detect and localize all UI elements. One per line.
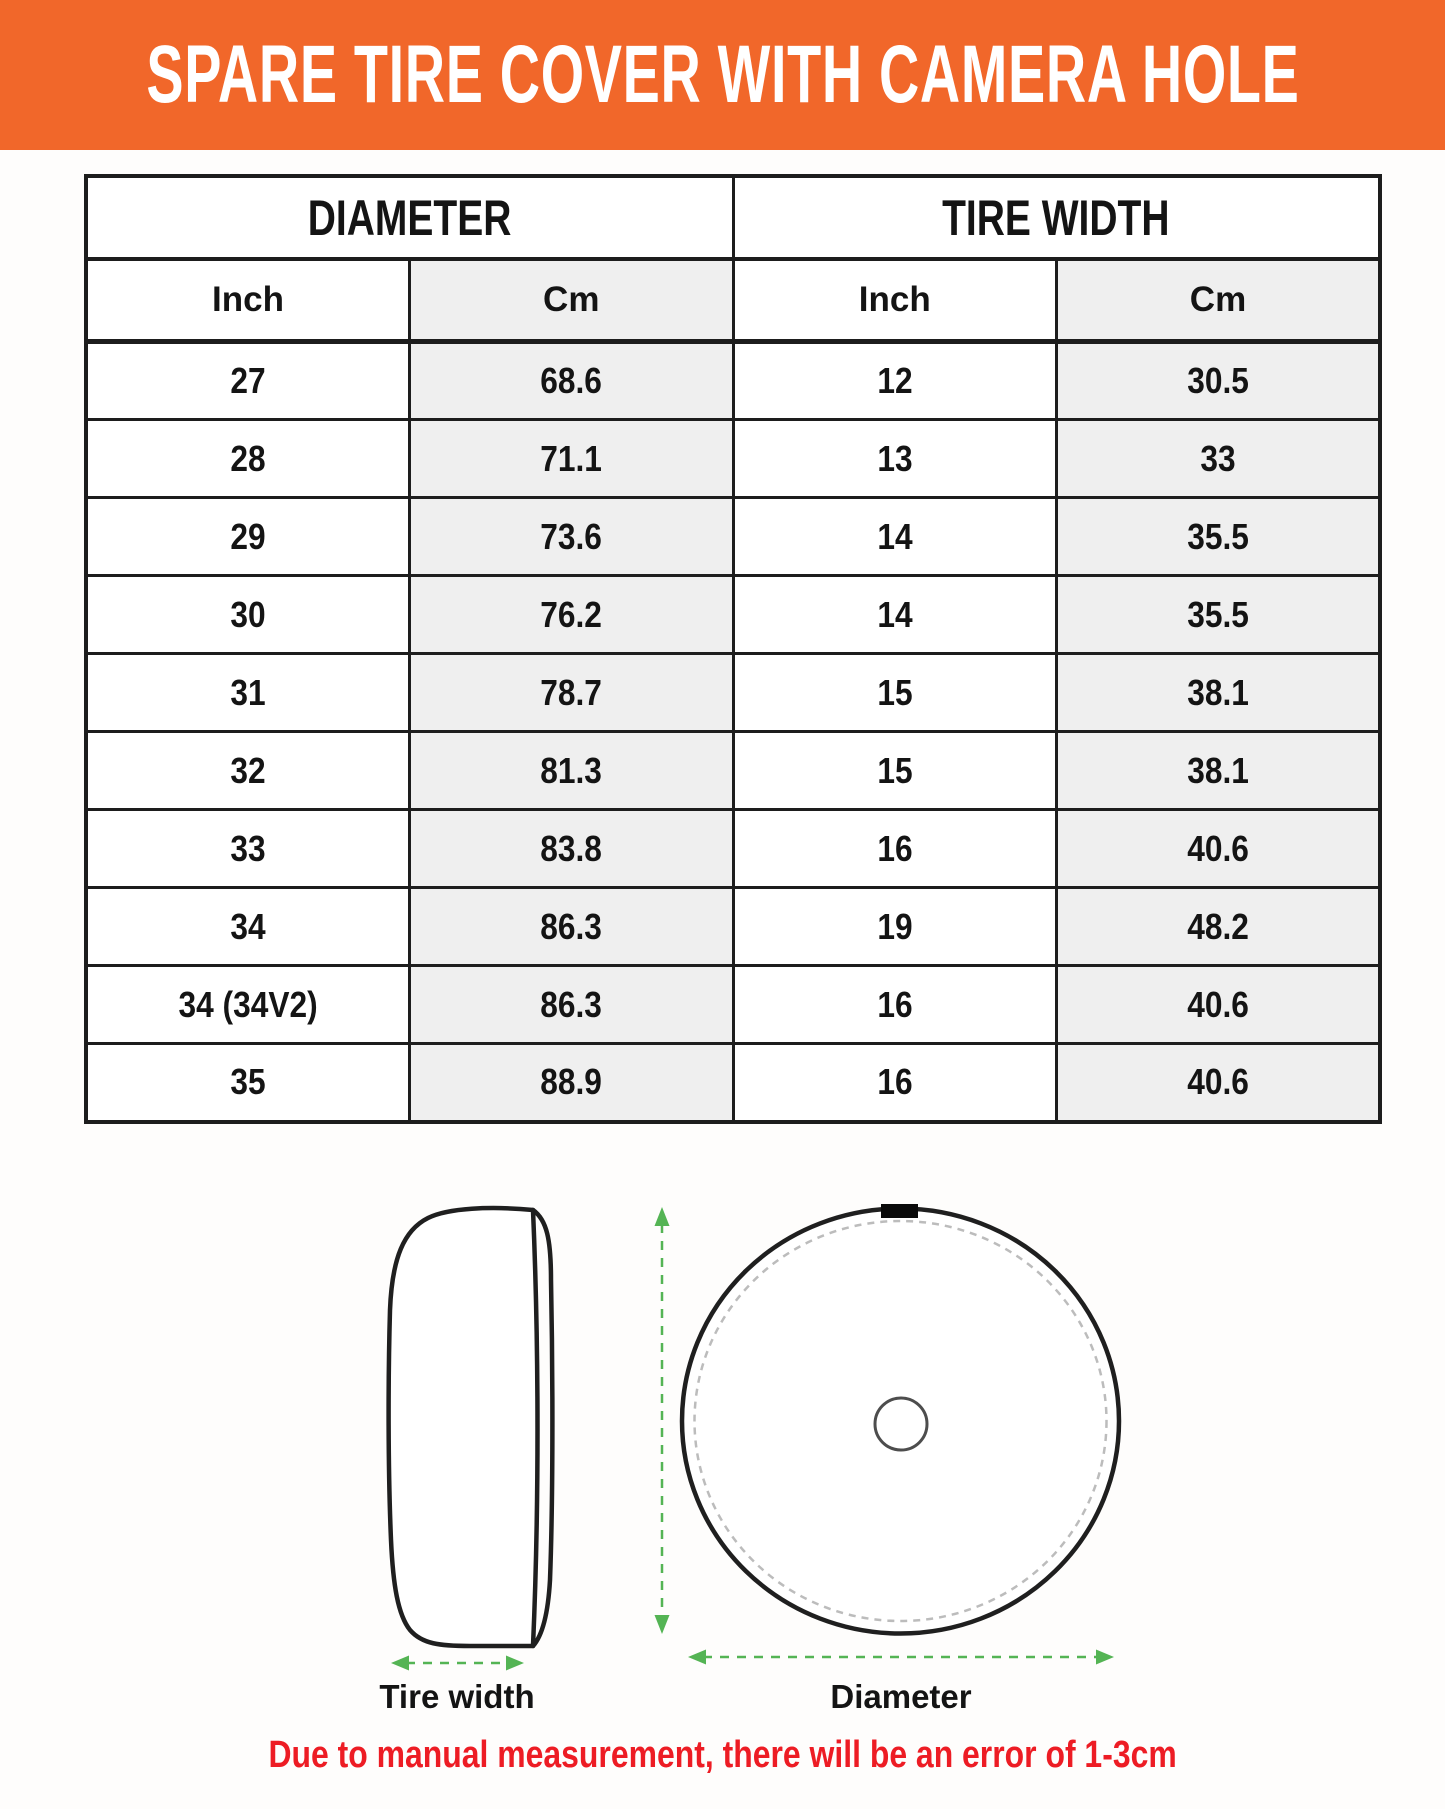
diameter-arrow-icon	[688, 1650, 1114, 1665]
table-cell	[733, 1044, 1057, 1122]
tire-front-view	[682, 1204, 1119, 1634]
table-cell	[733, 888, 1057, 966]
diameter-label: Diameter	[830, 1678, 972, 1715]
table-cell	[733, 654, 1057, 732]
table-cell-value: 16	[877, 827, 913, 869]
table-cell	[86, 810, 410, 888]
table-cell	[1057, 810, 1381, 888]
table-cell-value: 31	[230, 671, 266, 713]
table-cell-value: 86.3	[540, 905, 603, 947]
table-cell	[1057, 732, 1381, 810]
table-cell-value: 32	[230, 749, 266, 791]
footnote-text: Due to manual measurement, there will be an error of 1-3cm	[268, 1734, 1177, 1776]
table-cell-value: 30	[230, 593, 266, 635]
table-cell-value: 33	[1200, 437, 1236, 479]
table-cell	[86, 498, 410, 576]
table-cell	[86, 420, 410, 498]
table-cell	[410, 888, 734, 966]
table-cell-value: 15	[877, 749, 913, 791]
table-cell-value: 40.6	[1187, 827, 1249, 869]
group-header-tire-width-label: TIRE WIDTH	[942, 189, 1170, 246]
table-cell-value: 40.6	[1187, 983, 1249, 1025]
table-cell	[733, 966, 1057, 1044]
table-cell-value: 16	[877, 983, 913, 1025]
table-cell-value: 35.5	[1187, 593, 1249, 635]
table-cell-value: 73.6	[540, 515, 603, 557]
table-cell-value: 13	[877, 437, 913, 479]
size-table	[84, 174, 1382, 1124]
table-cell	[86, 888, 410, 966]
group-header-diameter	[86, 176, 733, 259]
tire-side-view	[389, 1208, 553, 1646]
table-cell-value: 19	[877, 905, 913, 947]
table-cell	[1057, 966, 1381, 1044]
sub-header-diameter-cm: Cm	[410, 259, 734, 342]
table-row	[86, 966, 1380, 1044]
table-cell	[410, 342, 734, 420]
table-cell-value: 35	[230, 1061, 266, 1103]
table-cell	[1057, 576, 1381, 654]
table-cell-value: 14	[877, 515, 913, 557]
table-cell	[410, 1044, 734, 1122]
table-cell	[1057, 888, 1381, 966]
tire-diagram	[0, 1180, 1445, 1809]
table-cell-value: 15	[877, 671, 913, 713]
table-cell-value: 86.3	[540, 983, 603, 1025]
sub-header-tire-width-cm: Cm	[1057, 259, 1381, 342]
footnote	[0, 1734, 1445, 1777]
table-row	[86, 888, 1380, 966]
table-cell	[1057, 1044, 1381, 1122]
table-cell-value: 81.3	[540, 749, 603, 791]
table-cell-value: 12	[877, 360, 913, 401]
sub-header-tire-width-inch: Inch	[733, 259, 1057, 342]
table-cell	[86, 966, 410, 1044]
table-cell	[410, 576, 734, 654]
page-title: SPARE TIRE COVER WITH CAMERA HOLE	[145, 29, 1300, 120]
table-sub-header-row	[86, 259, 1380, 342]
table-cell	[410, 654, 734, 732]
table-cell	[1057, 498, 1381, 576]
size-table-body	[86, 342, 1380, 1122]
table-cell	[1057, 420, 1381, 498]
table-cell-value: 38.1	[1187, 671, 1249, 713]
table-cell	[86, 732, 410, 810]
table-cell	[733, 498, 1057, 576]
table-cell-value: 68.6	[540, 360, 603, 401]
tire-width-arrow-icon	[391, 1656, 524, 1671]
table-row	[86, 1044, 1380, 1122]
table-cell-value: 14	[877, 593, 913, 635]
camera-hole	[875, 1398, 927, 1450]
table-cell	[733, 576, 1057, 654]
table-cell-value: 30.5	[1187, 360, 1249, 401]
table-row	[86, 810, 1380, 888]
camera-marker	[881, 1204, 918, 1218]
table-cell-value: 16	[877, 1061, 913, 1103]
table-row	[86, 732, 1380, 810]
table-cell	[410, 732, 734, 810]
group-header-tire-width	[733, 176, 1380, 259]
table-row	[86, 342, 1380, 420]
tire-width-label: Tire width	[379, 1678, 535, 1715]
table-row	[86, 654, 1380, 732]
diameter-vertical-arrow-icon	[655, 1207, 670, 1634]
table-cell	[410, 498, 734, 576]
table-cell	[86, 576, 410, 654]
table-group-header-row	[86, 176, 1380, 259]
table-cell-value: 83.8	[540, 827, 603, 869]
table-cell-value: 33	[230, 827, 266, 869]
table-cell	[86, 342, 410, 420]
table-cell-value: 78.7	[540, 671, 603, 713]
table-cell	[733, 342, 1057, 420]
table-cell	[410, 420, 734, 498]
table-cell-value: 76.2	[540, 593, 603, 635]
table-row	[86, 420, 1380, 498]
table-cell-value: 40.6	[1187, 1061, 1249, 1103]
table-cell	[733, 420, 1057, 498]
table-cell	[410, 966, 734, 1044]
table-cell	[733, 810, 1057, 888]
group-header-diameter-label: DIAMETER	[307, 189, 512, 246]
table-cell	[1057, 654, 1381, 732]
table-cell	[733, 732, 1057, 810]
table-cell-value: 48.2	[1187, 905, 1249, 947]
banner	[0, 0, 1445, 150]
table-cell-value: 71.1	[540, 437, 603, 479]
table-cell-value: 29	[230, 515, 266, 557]
table-cell	[410, 810, 734, 888]
table-cell	[1057, 342, 1381, 420]
table-cell-value: 34 (34V2)	[178, 983, 318, 1025]
table-cell	[86, 654, 410, 732]
table-cell-value: 38.1	[1187, 749, 1249, 791]
table-cell-value: 27	[230, 360, 266, 401]
table-row	[86, 498, 1380, 576]
table-cell-value: 35.5	[1187, 515, 1249, 557]
table-cell-value: 88.9	[540, 1061, 603, 1103]
table-cell	[86, 1044, 410, 1122]
table-cell-value: 34	[230, 905, 266, 947]
table-row	[86, 576, 1380, 654]
table-cell-value: 28	[230, 437, 266, 479]
sub-header-diameter-inch: Inch	[86, 259, 410, 342]
